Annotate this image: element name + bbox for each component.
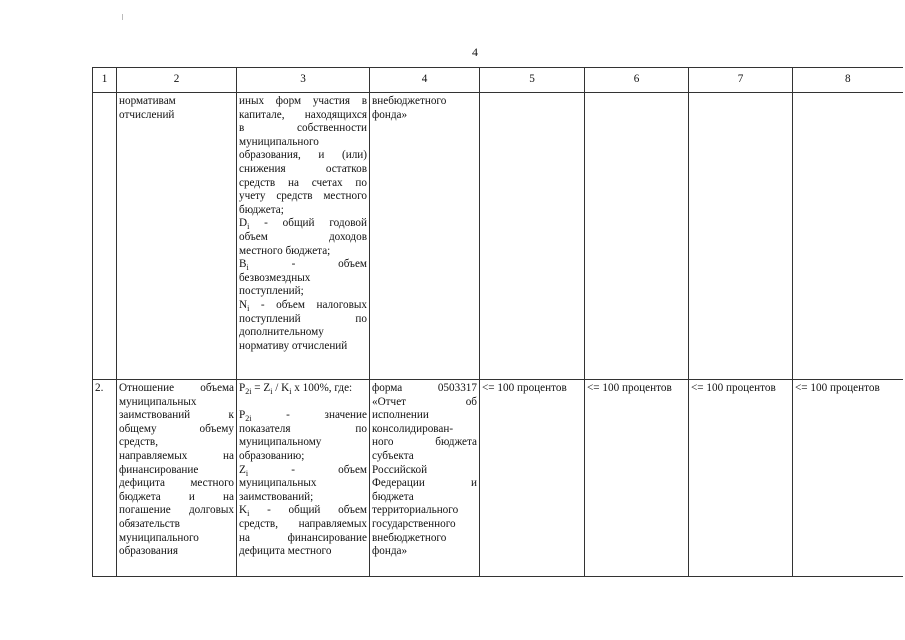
text-line: местного бюджета; xyxy=(239,244,331,257)
text-line: средств, направляемых xyxy=(239,517,367,530)
row2-number: 2. xyxy=(93,380,117,577)
indicator-table xyxy=(92,67,903,577)
text-line: отчислений xyxy=(119,108,175,121)
text-line: заимствований; xyxy=(239,490,314,503)
text-line: $Z_i$ - объем xyxy=(239,463,367,478)
text-line: обязательств xyxy=(119,517,180,530)
row1-formula xyxy=(237,93,370,380)
text-line: нормативу отчислений xyxy=(239,339,348,352)
text-line: бюджета xyxy=(372,490,414,503)
text-line: муниципальных xyxy=(239,477,317,490)
text-line: в собственности xyxy=(239,122,367,135)
text-line: $P_{2i}$ - значение xyxy=(239,409,367,424)
text-line: образованию; xyxy=(239,449,305,462)
row1-col6 xyxy=(585,93,689,380)
text-line: субъекта xyxy=(372,449,414,462)
text-line: учету средств местного xyxy=(239,190,367,203)
text-line: поступлений; xyxy=(239,285,304,298)
text-line: исполнении xyxy=(372,409,429,422)
text-line: снижения остатков xyxy=(239,162,367,175)
text-line: средств на счетах по xyxy=(239,176,367,189)
row2-indicator-name xyxy=(117,380,237,577)
text-line: поступлений по xyxy=(239,312,367,325)
text-line: объем доходов xyxy=(239,230,367,243)
row2-col5: <= 100 процентов xyxy=(480,380,585,577)
text-line: $K_i$ - общий объем xyxy=(239,504,367,519)
text-line: муниципальных xyxy=(119,395,197,408)
text-line: иных форм участия в xyxy=(239,95,367,107)
page-number: 4 xyxy=(472,45,478,59)
text-line: образования xyxy=(119,545,179,558)
header-cell-3: 3 xyxy=(237,68,370,93)
text-line: муниципального xyxy=(239,135,319,148)
header-cell-6: 6 xyxy=(585,68,689,93)
row1-number xyxy=(93,93,117,380)
text-line: государственного xyxy=(372,517,456,530)
text-line: капитале, находящихся xyxy=(239,108,367,121)
text-line: заимствований к xyxy=(119,409,234,422)
text-line: «Отчет об xyxy=(372,395,477,408)
text-line: дополнительному xyxy=(239,326,324,339)
text-line: образования, и (или) xyxy=(239,149,367,162)
scan-speck xyxy=(122,14,123,20)
text-line: $P_{2i} = Z_i / K_i$ x 100%, где: xyxy=(239,382,353,397)
text-line: муниципального xyxy=(119,531,199,544)
text-line: нормативам xyxy=(119,95,176,107)
text-line: общему объему xyxy=(119,422,234,435)
text-line: безвозмездных xyxy=(239,271,311,284)
table-row xyxy=(93,380,903,577)
text-line: муниципальному xyxy=(239,436,322,449)
text-line: $N_i$ - объем налоговых xyxy=(239,298,367,314)
text-line xyxy=(239,396,367,410)
header-cell-1: 1 xyxy=(93,68,117,93)
header-row xyxy=(93,68,903,93)
text-line: показателя по xyxy=(239,422,367,435)
text-line: фонда» xyxy=(372,108,408,121)
text-line: на финансирование xyxy=(239,531,367,544)
text-line: Отношение объема xyxy=(119,382,234,394)
text-line: направляемых на xyxy=(119,449,234,462)
header-cell-4: 4 xyxy=(370,68,480,93)
text-line: $D_i$ - общий годовой xyxy=(239,217,367,232)
text-line: Российской xyxy=(372,463,428,476)
text-line: внебюджетного xyxy=(372,531,447,544)
table-row xyxy=(93,93,903,380)
text-line: консолидирован- xyxy=(372,422,454,435)
header-cell-8: 8 xyxy=(793,68,903,93)
text-line: финансирование xyxy=(119,463,199,476)
text-line: бюджета; xyxy=(239,203,284,216)
row1-col7 xyxy=(689,93,793,380)
row2-source xyxy=(370,380,480,577)
text-line: дефицита местного xyxy=(239,545,332,558)
row2-col6: <= 100 процентов xyxy=(585,380,689,577)
header-cell-5: 5 xyxy=(480,68,585,93)
text-line: средств, xyxy=(119,436,159,449)
text-line: форма 0503317 xyxy=(372,382,477,394)
text-line: ного бюджета xyxy=(372,436,477,449)
row1-indicator-name xyxy=(117,93,237,380)
text-line: погашение долговых xyxy=(119,504,234,517)
text-line: внебюджетного xyxy=(372,95,447,107)
text-line: $B_i$ - объем xyxy=(239,258,367,273)
row1-col8 xyxy=(793,93,903,380)
row2-col8: <= 100 процентов xyxy=(793,380,903,577)
text-line: Федерации и xyxy=(372,477,477,490)
row1-source xyxy=(370,93,480,380)
row2-col7: <= 100 процентов xyxy=(689,380,793,577)
header-cell-7: 7 xyxy=(689,68,793,93)
row2-formula xyxy=(237,380,370,577)
text-line: территориального xyxy=(372,504,459,517)
text-line: бюджета и на xyxy=(119,490,234,503)
header-cell-2: 2 xyxy=(117,68,237,93)
row1-col5 xyxy=(480,93,585,380)
text-line: фонда» xyxy=(372,545,408,558)
text-line: дефицита местного xyxy=(119,477,234,490)
